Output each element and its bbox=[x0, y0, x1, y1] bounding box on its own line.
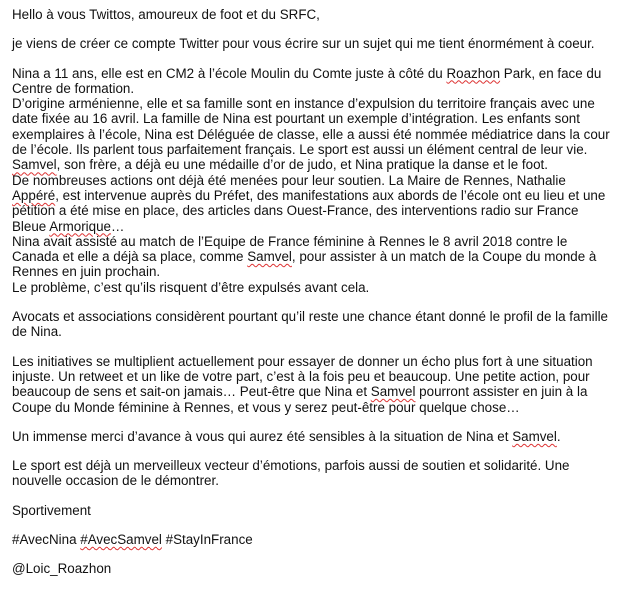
story-text: Park, en face du Centre de formation. bbox=[12, 65, 602, 96]
misspelled-word: Armorique bbox=[49, 218, 112, 234]
misspelled-word: Samvel bbox=[370, 384, 416, 400]
greeting-paragraph: Hello à vous Twittos, amoureux de foot et du SRFC, bbox=[12, 7, 320, 22]
story-paragraph-problem: Le problème, c’est qu’ils risquent d’être expulsés avant cela. bbox=[12, 279, 370, 295]
thanks-text: Un immense merci d’avance à vous qui aurez été sensibles à la situation de Nina et bbox=[12, 428, 513, 444]
story-paragraph-actions bbox=[12, 173, 612, 234]
misspelled-word: Roazhon bbox=[446, 65, 501, 81]
sport-paragraph: Le sport est déjà un merveilleux vecteur d’émotions, parfois aussi de soutien et solidarité. Une nouvelle occasion de le démontrer. bbox=[12, 458, 570, 489]
story-text: De nombreuses actions ont déjà été menées pour leur soutien. La Maire de Rennes, Nathalie bbox=[12, 172, 566, 188]
story-paragraph-origin bbox=[12, 96, 612, 172]
letter-document bbox=[12, 7, 612, 591]
thanks-text: . bbox=[556, 428, 561, 444]
hashtag-stayinfrance[interactable]: #StayInFrance bbox=[165, 532, 253, 548]
hashtag-avecnina[interactable]: #AvecNina bbox=[12, 532, 77, 548]
story-text: Nina a 11 ans, elle est en CM2 à l’école Moulin du Comte juste à côté du bbox=[12, 65, 447, 81]
story-text: , est intervenue auprès du Préfet, des manifestations aux abords de l’école ont eu lieu et une pétition a été mise en place, des articles dans Ouest-France, des interventions radio sur France Bleue bbox=[12, 187, 606, 234]
story-text: … bbox=[111, 218, 125, 234]
misspelled-word: Samvel bbox=[512, 428, 557, 444]
story-text: Nina avait assisté au match de l’Equipe de France féminine à Rennes le 8 avril 2018 contre le Canada et elle a déjà sa place, comme bbox=[12, 233, 568, 265]
intro-paragraph: je viens de créer ce compte Twitter pour vous écrire sur un sujet qui me tient énormément à coeur. bbox=[12, 36, 595, 52]
misspelled-word: Samvel bbox=[12, 157, 57, 173]
initiatives-text: pourront assister en juin à la Coupe du Monde féminine à Rennes, et vous y serez peut-être pour quelque chose… bbox=[12, 384, 588, 415]
story-paragraph-school bbox=[12, 66, 612, 97]
author-handle[interactable]: @Loic_Roazhon bbox=[12, 561, 112, 577]
story-paragraph-match bbox=[12, 234, 612, 280]
hashtag-avecsamvel[interactable]: #AvecSamvel bbox=[80, 532, 162, 548]
story-block bbox=[12, 66, 612, 295]
story-text: D’origine arménienne, elle et sa famille sont en instance d’expulsion du territoire français avec une date fixée au 16 avril. La famille de Nina est pourtant un exemple d’intégration. Les enfants sont exemplaires à l’école, Nina est Déléguée de classe, elle a aussi été nommée médiatrice dans la cour de l’école. Ils parlent tous parfaitement français. Le sport est aussi un élément central de leur vie. bbox=[12, 96, 610, 158]
initiatives-paragraph bbox=[12, 354, 612, 415]
initiatives-text: Les initiatives se multiplient actuellement pour essayer de donner un écho plus fort à une situation injuste. Un retweet et un like de votre part, c’est à la fois peu et beaucoup. Une petite action, pour beaucoup de sens et sait-on jamais… Peut-être que Nina et bbox=[12, 353, 593, 400]
misspelled-word: Samvel bbox=[247, 249, 292, 265]
story-text: , pour assister à un match de la Coupe du monde à Rennes en juin prochain. bbox=[12, 249, 597, 280]
signoff: Sportivement bbox=[12, 502, 91, 518]
story-text: , son frère, a déjà eu une médaille d’or de judo, et Nina pratique la danse et le foot. bbox=[56, 157, 548, 173]
thanks-paragraph bbox=[12, 429, 612, 444]
hashtags-line bbox=[12, 532, 612, 547]
advocates-paragraph: Avocats et associations considèrent pourtant qu’il reste une chance étant donné le profil de la famille de Nina. bbox=[12, 309, 609, 340]
misspelled-word: Appéré bbox=[12, 187, 56, 203]
